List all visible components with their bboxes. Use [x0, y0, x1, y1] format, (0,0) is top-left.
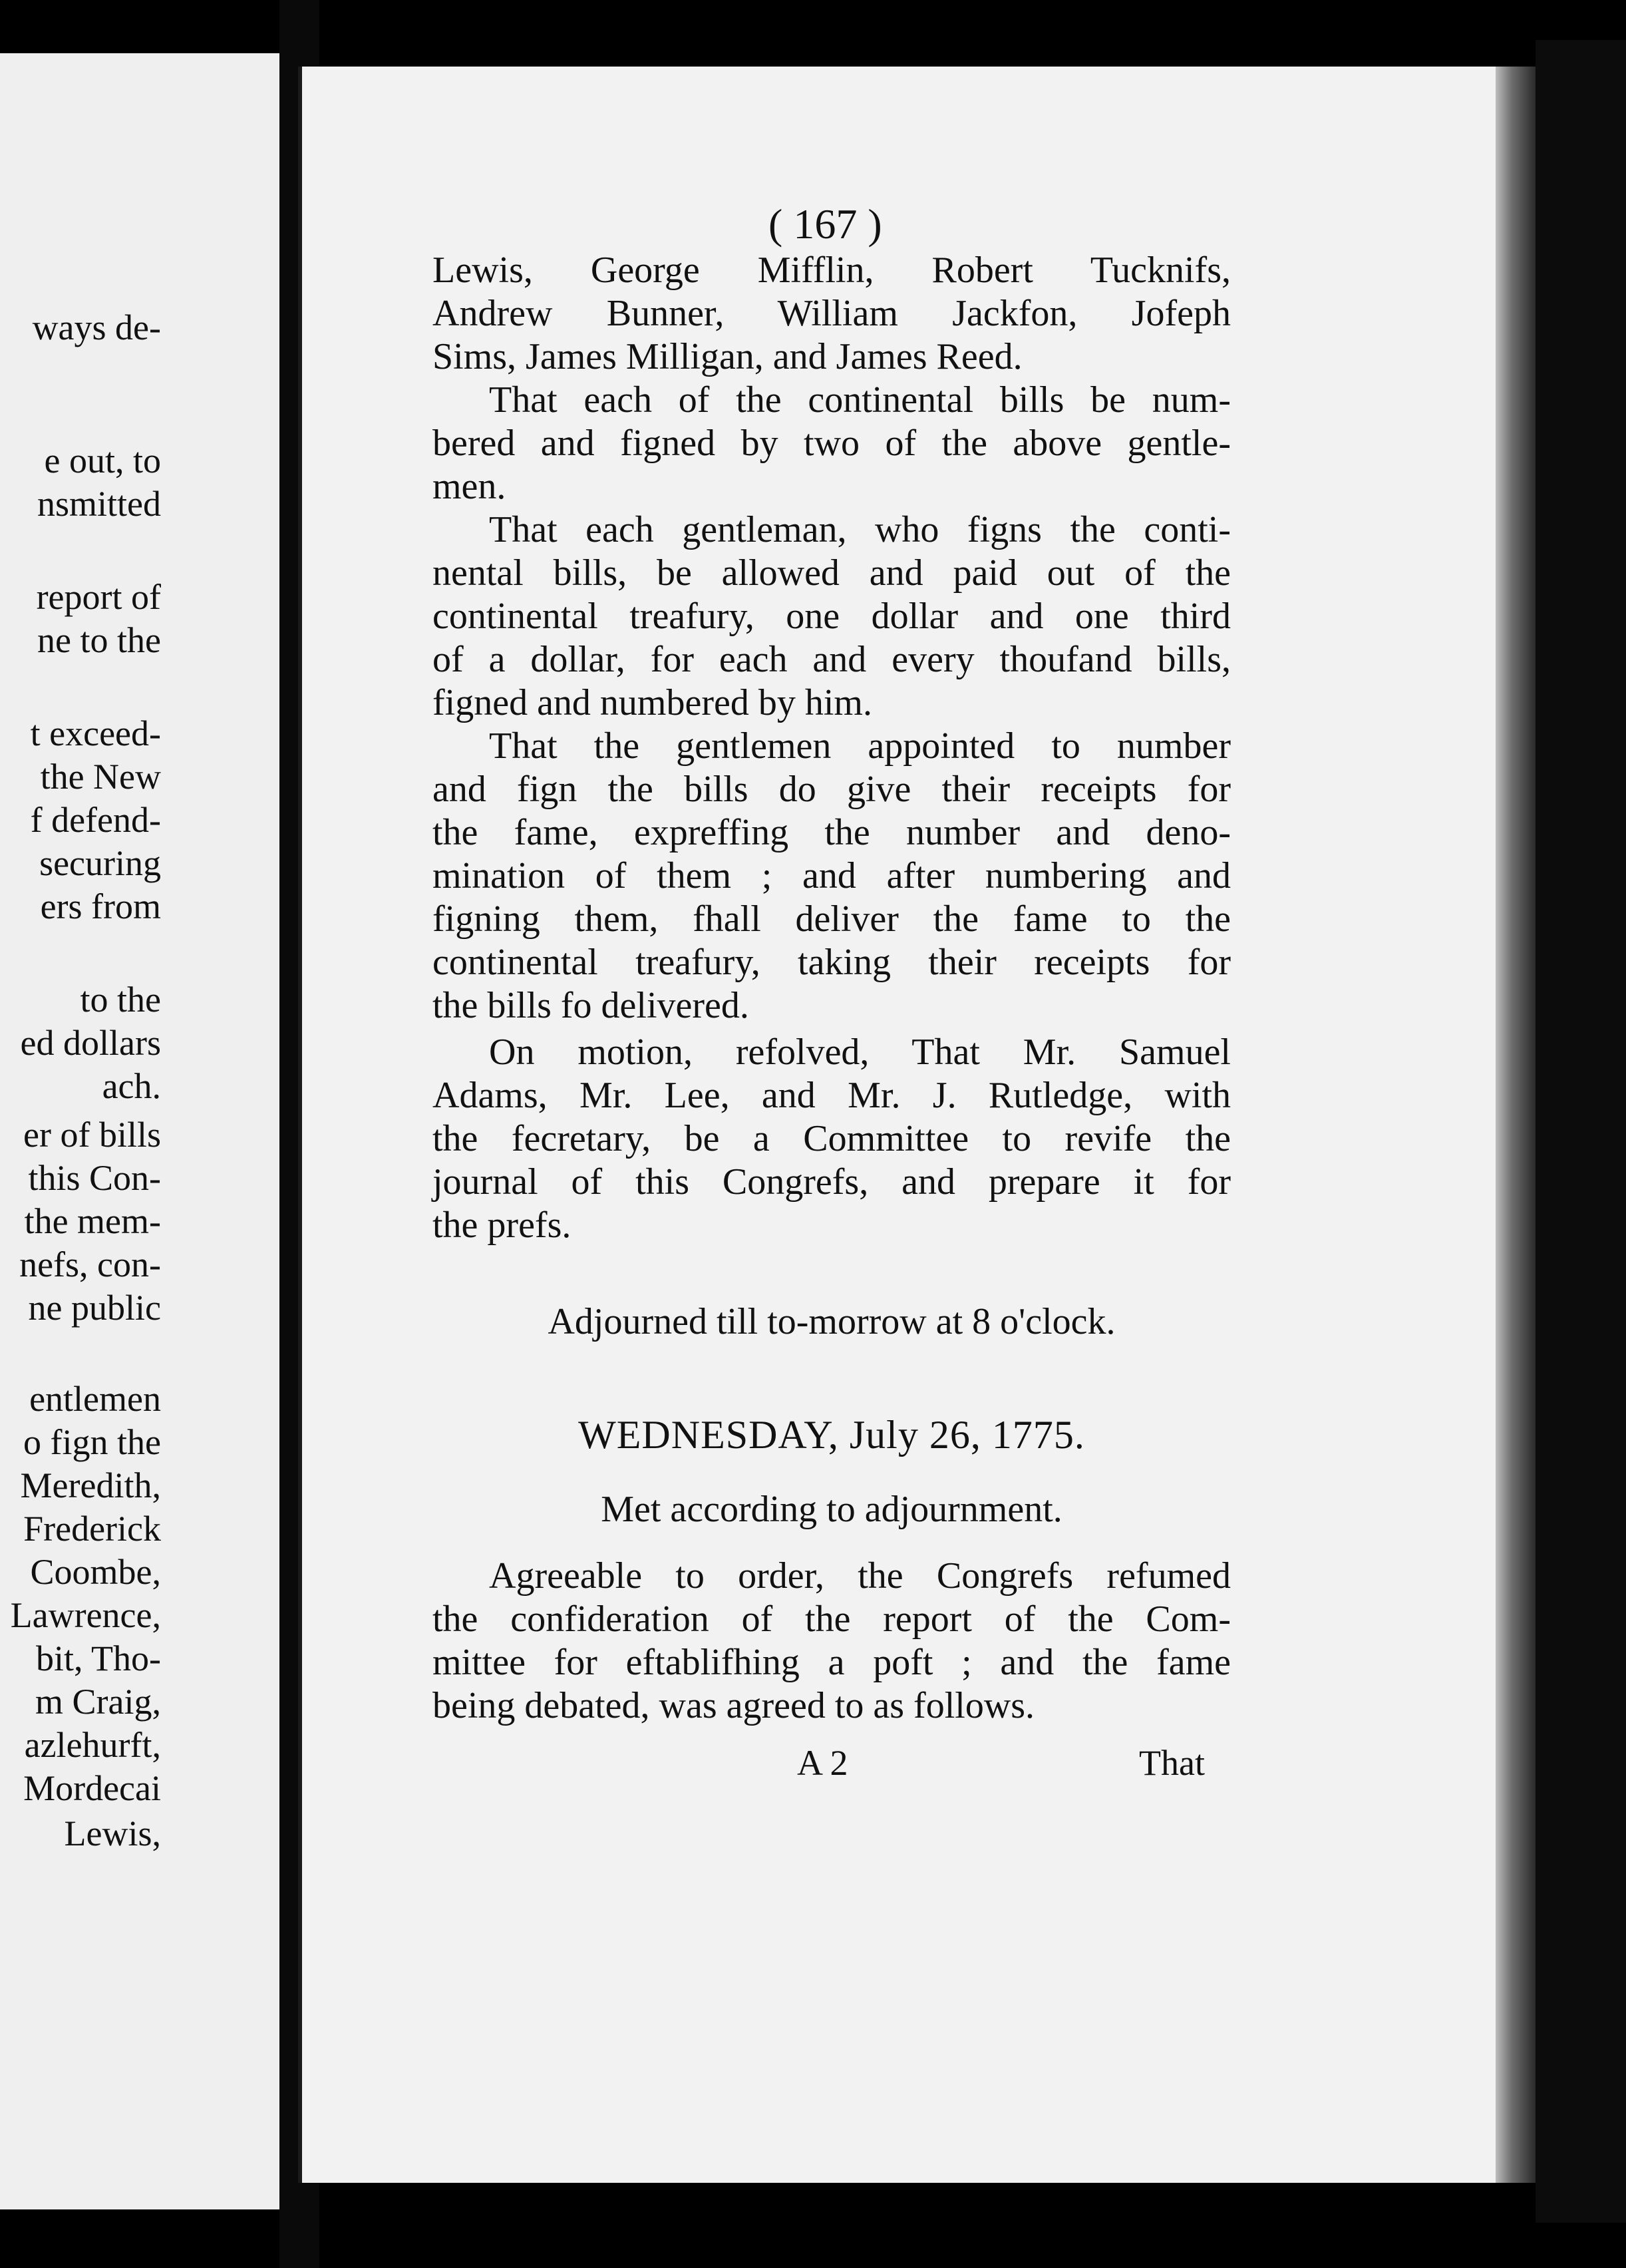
- text-line: That the gentlemen appointed to number: [489, 725, 1231, 767]
- text-line: mittee for eftablifhing a poft ; and the fame: [432, 1642, 1231, 1683]
- text-line: journal of this Congrefs, and prepare it for: [432, 1161, 1231, 1203]
- text-line: On motion, refolved, That Mr. Samuel: [489, 1032, 1231, 1073]
- text-line: of a dollar, for each and every thoufand bills,: [432, 639, 1231, 680]
- text-line: That each of the continental bills be num-: [489, 379, 1231, 421]
- day-heading: WEDNESDAY, July 26, 1775.: [578, 1413, 1085, 1457]
- left-line: t exceed-: [30, 713, 161, 753]
- catchword: That: [1139, 1743, 1205, 1783]
- left-line: er of bills: [23, 1115, 161, 1155]
- left-line: report of: [36, 577, 161, 617]
- left-line: bit, Tho-: [36, 1638, 161, 1678]
- left-line: securing: [39, 843, 161, 883]
- left-line: ers from: [40, 886, 161, 926]
- left-line: ne to the: [37, 620, 161, 660]
- text-line: the prefs.: [432, 1205, 571, 1246]
- text-line: men.: [432, 466, 506, 507]
- previous-page-fragment: [0, 53, 279, 2209]
- text-line: being debated, was agreed to as follows.: [432, 1685, 1035, 1726]
- left-line: ach.: [102, 1066, 161, 1106]
- text-line: continental treafury, one dollar and one third: [432, 596, 1231, 637]
- left-line: Mordecai: [23, 1768, 161, 1808]
- page-edge: [1496, 67, 1536, 2183]
- left-line: ed dollars: [20, 1023, 161, 1063]
- text-line: the confideration of the report of the Com-: [432, 1599, 1231, 1640]
- text-line: continental treafury, taking their receipts for: [432, 942, 1231, 983]
- left-line: Frederick: [23, 1509, 161, 1549]
- text-line: That each gentleman, who figns the conti-: [489, 509, 1231, 550]
- adjournment-note: Adjourned till to-morrow at 8 o'clock.: [548, 1301, 1116, 1342]
- signature-mark: A 2: [797, 1743, 848, 1783]
- left-line: the New: [40, 757, 161, 797]
- left-line: this Con-: [28, 1158, 161, 1198]
- left-line: azlehurft,: [24, 1725, 161, 1765]
- text-line: figning them, fhall deliver the fame to the: [432, 898, 1231, 940]
- text-line: Sims, James Milligan, and James Reed.: [432, 336, 1023, 377]
- text-line: Andrew Bunner, William Jackfon, Jofeph: [432, 293, 1231, 334]
- page-shadow: [1536, 40, 1626, 2223]
- text-line: the bills fo delivered.: [432, 985, 749, 1026]
- left-line: entlemen: [29, 1379, 161, 1419]
- page-number: ( 167 ): [768, 200, 882, 248]
- text-line: Agreeable to order, the Congrefs refumed: [489, 1555, 1231, 1597]
- left-line: nsmitted: [37, 484, 161, 524]
- left-line: ne public: [28, 1288, 161, 1328]
- left-line: o fign the: [23, 1422, 161, 1462]
- text-line: and fign the bills do give their receipts for: [432, 769, 1231, 810]
- left-line: Meredith,: [20, 1465, 161, 1505]
- text-line: mination of them ; and after numbering and: [432, 855, 1231, 896]
- left-line: f defend-: [30, 800, 161, 840]
- text-line: Lewis, George Mifflin, Robert Tucknifs,: [432, 250, 1231, 291]
- left-line: Lewis,: [64, 1813, 161, 1853]
- text-line: the fame, expreffing the number and deno-: [432, 812, 1231, 853]
- text-line: bered and figned by two of the above gentle-: [432, 423, 1231, 464]
- left-line: Lawrence,: [10, 1595, 161, 1635]
- text-line: Adams, Mr. Lee, and Mr. J. Rutledge, with: [432, 1075, 1231, 1116]
- left-line: m Craig,: [35, 1682, 161, 1722]
- left-line: ways de-: [32, 307, 161, 347]
- text-line: the fecretary, be a Committee to revife the: [432, 1118, 1231, 1159]
- left-line: the mem-: [24, 1201, 161, 1241]
- left-line: nefs, con-: [19, 1244, 161, 1284]
- text-line: figned and numbered by him.: [432, 682, 872, 723]
- text-line: nental bills, be allowed and paid out of the: [432, 552, 1231, 594]
- left-line: e out, to: [44, 441, 161, 480]
- meeting-note: Met according to adjournment.: [601, 1489, 1062, 1530]
- left-line: Coombe,: [30, 1552, 161, 1592]
- left-line: to the: [80, 980, 161, 1020]
